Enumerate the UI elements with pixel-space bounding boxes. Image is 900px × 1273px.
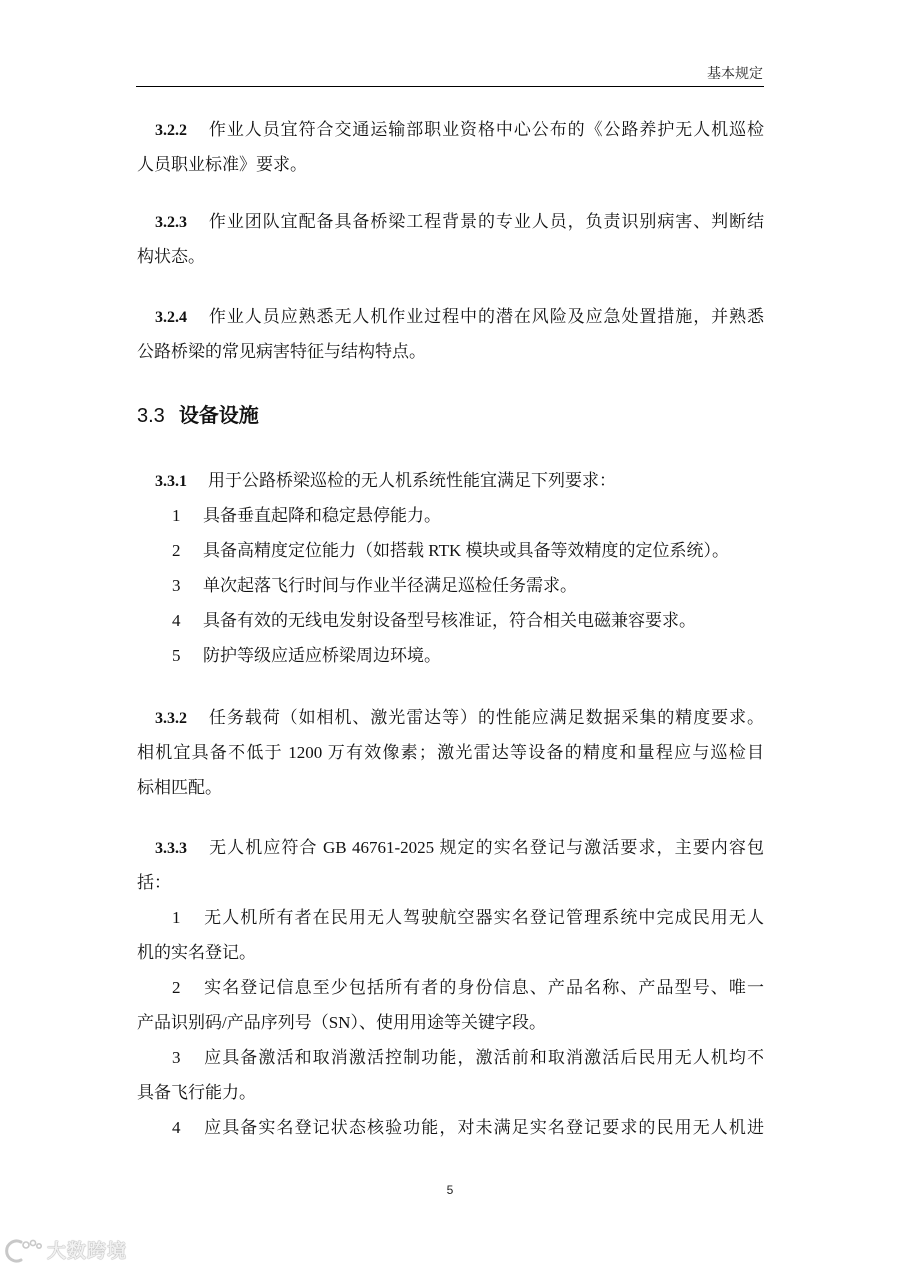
- clause-line: 标相匹配。: [137, 778, 222, 797]
- list-item-text: 应具备实名登记状态核验功能，对未满足实名登记要求的民用无人机进: [203, 1118, 764, 1137]
- list-item-number: 4: [172, 1118, 181, 1137]
- list-item-number: 1: [172, 506, 181, 525]
- clause-number: 3.3.1: [155, 473, 187, 490]
- clause-line: 相机宜具备不低于 1200 万有效像素；激光雷达等设备的精度和量程应与巡检目: [137, 743, 764, 762]
- list-item-text: 具备高精度定位能力（如搭载 RTK 模块或具备等效精度的定位系统）。: [203, 541, 729, 560]
- list-item-text: 实名登记信息至少包括所有者的身份信息、产品名称、产品型号、唯一: [203, 978, 764, 997]
- clause-number: 3.2.2: [155, 122, 187, 139]
- watermark: [5, 1236, 127, 1266]
- watermark-text: 大数跨境: [47, 1240, 128, 1262]
- clause-3-3-2: [137, 700, 764, 805]
- clause-3-2-2: [137, 112, 764, 182]
- list-item-text: 防护等级应适应桥梁周边环境。: [203, 646, 441, 665]
- list-item-continuation: 机的实名登记。: [137, 943, 256, 962]
- clause-line: [137, 299, 764, 334]
- clause-text: 用于公路桥梁巡检的无人机系统性能宜满足下列要求：: [208, 471, 616, 490]
- clause-number: 3.3.3: [155, 840, 187, 857]
- clause-line: [137, 112, 764, 147]
- clause-line: [137, 700, 764, 735]
- clause-number: 3.3.2: [155, 710, 187, 727]
- clause-number: 3.2.3: [155, 214, 187, 231]
- clause-line: [137, 830, 764, 865]
- watermark-logo-icon: [5, 1237, 43, 1265]
- list-item: [137, 498, 764, 533]
- list-item: [137, 970, 764, 1005]
- list-item-continuation: 具备飞行能力。: [137, 1083, 256, 1102]
- clause-3-2-4: [137, 299, 764, 369]
- list-item-number: 3: [172, 576, 181, 595]
- clause-line: 括：: [137, 873, 171, 892]
- list-item-text: 单次起落飞行时间与作业半径满足巡检任务需求。: [203, 576, 577, 595]
- list-item-number: 3: [172, 1048, 181, 1067]
- list-item-text: 具备垂直起降和稳定悬停能力。: [203, 506, 441, 525]
- clause-line: [137, 204, 764, 239]
- list-item-number: 5: [172, 646, 181, 665]
- list-item: [137, 568, 764, 603]
- clause-line: [137, 463, 764, 498]
- clause-3-3-3: [137, 830, 764, 1145]
- clause-3-2-3: [137, 204, 764, 274]
- clause-3-3-1: [137, 463, 764, 673]
- list-item-continuation: 产品识别码/产品序列号（SN）、使用用途等关键字段。: [137, 1013, 546, 1032]
- list-item-text: 无人机所有者在民用无人驾驶航空器实名登记管理系统中完成民用无人: [203, 908, 764, 927]
- list-item-number: 2: [172, 978, 181, 997]
- clause-text: 作业人员宜符合交通运输部职业资格中心公布的《公路养护无人机巡检: [208, 120, 764, 139]
- clause-line: 人员职业标准》要求。: [137, 155, 307, 174]
- section-number: 3.3: [137, 405, 165, 427]
- clause-text: 任务载荷（如相机、激光雷达等）的性能应满足数据采集的精度要求。: [208, 708, 764, 727]
- clause-text: 无人机应符合 GB 46761-2025 规定的实名登记与激活要求，主要内容包: [208, 838, 764, 857]
- header-rule: [136, 86, 764, 87]
- page-number: 5: [446, 1183, 454, 1197]
- list-item: [137, 638, 764, 673]
- clause-text: 作业团队宜配备具备桥梁工程背景的专业人员，负责识别病害、判断结: [208, 212, 764, 231]
- list-item: [137, 1040, 764, 1075]
- running-title: 基本规定: [707, 67, 763, 82]
- list-item-number: 2: [172, 541, 181, 560]
- list-item: [137, 603, 764, 638]
- list-item-text: 应具备激活和取消激活控制功能，激活前和取消激活后民用无人机均不: [203, 1048, 764, 1067]
- list-item: [137, 533, 764, 568]
- section-title: 设备设施: [178, 405, 259, 427]
- list-item-number: 4: [172, 611, 181, 630]
- list-item-number: 1: [172, 908, 181, 927]
- list-item-text: 具备有效的无线电发射设备型号核准证，符合相关电磁兼容要求。: [203, 611, 696, 630]
- list-item: [137, 900, 764, 935]
- list-item: [137, 1110, 764, 1145]
- clause-line: 构状态。: [137, 247, 205, 266]
- clause-text: 作业人员应熟悉无人机作业过程中的潜在风险及应急处置措施，并熟悉: [208, 307, 764, 326]
- section-heading-3-3: [137, 403, 259, 429]
- clause-number: 3.2.4: [155, 309, 187, 326]
- clause-line: 公路桥梁的常见病害特征与结构特点。: [137, 342, 426, 361]
